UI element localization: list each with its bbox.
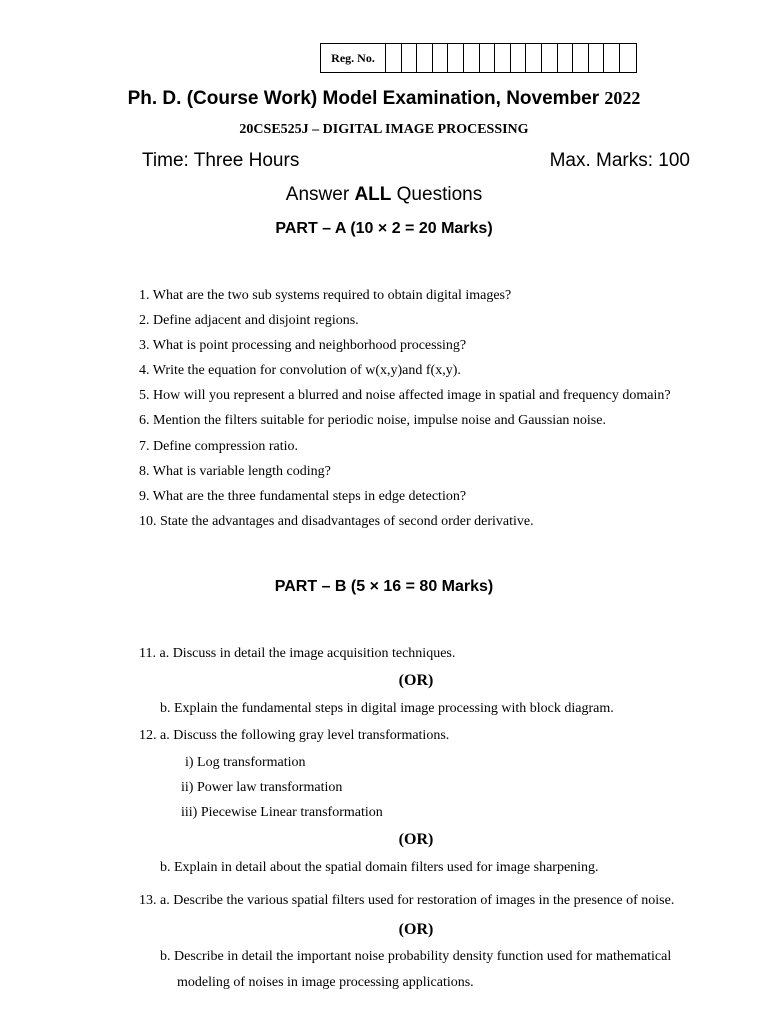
reg-number-cell xyxy=(558,44,574,72)
max-marks-label: Max. Marks: 100 xyxy=(549,150,690,171)
reg-number-box xyxy=(320,43,637,73)
time-label: Time: Three Hours xyxy=(142,150,300,171)
instruction-emphasis: ALL xyxy=(354,184,392,205)
question-12a-item-2: ii) Power law transformation xyxy=(181,780,343,795)
reg-number-label: Reg. No. xyxy=(321,44,386,72)
question-11a: 11. a. Discuss in detail the image acquisition techniques. xyxy=(139,646,456,661)
question-8: 8. What is variable length coding? xyxy=(139,464,331,479)
part-b-title: PART – B (5 × 16 = 80 Marks) xyxy=(274,578,494,595)
reg-number-cell xyxy=(573,44,589,72)
question-5: 5. How will you represent a blurred and noise affected image in spatial and frequency domain? xyxy=(139,388,671,403)
reg-number-cell xyxy=(402,44,418,72)
question-7: 7. Define compression ratio. xyxy=(139,439,299,454)
question-13b-line-2: modeling of noises in image processing applications. xyxy=(177,975,474,990)
course-title: 20CSE525J – DIGITAL IMAGE PROCESSING xyxy=(239,122,529,137)
reg-number-cell xyxy=(511,44,527,72)
or-separator: (OR) xyxy=(398,921,434,938)
question-10: 10. State the advantages and disadvantages of second order derivative. xyxy=(139,514,534,529)
reg-number-cell xyxy=(620,44,636,72)
instruction-suffix: Questions xyxy=(391,184,483,205)
or-separator: (OR) xyxy=(398,831,434,848)
question-13b-line-1: b. Describe in detail the important noise probability density function used for mathematical xyxy=(160,949,672,964)
question-4: 4. Write the equation for convolution of w(x,y)and f(x,y). xyxy=(139,363,461,378)
reg-number-cell xyxy=(589,44,605,72)
reg-number-cell xyxy=(433,44,449,72)
instruction xyxy=(0,184,768,206)
reg-number-cell xyxy=(526,44,542,72)
question-13a: 13. a. Describe the various spatial filters used for restoration of images in the presence of noise. xyxy=(139,893,675,908)
part-a-title: PART – A (10 × 2 = 20 Marks) xyxy=(275,220,493,237)
question-9: 9. What are the three fundamental steps in edge detection? xyxy=(139,489,467,504)
question-12a-item-1: i) Log transformation xyxy=(185,755,306,770)
reg-number-cell xyxy=(464,44,480,72)
instruction-prefix: Answer xyxy=(285,184,355,205)
question-12a: 12. a. Discuss the following gray level transformations. xyxy=(139,728,450,743)
reg-number-cell xyxy=(417,44,433,72)
question-1: 1. What are the two sub systems required to obtain digital images? xyxy=(139,288,512,303)
question-12a-item-3: iii) Piecewise Linear transformation xyxy=(181,805,383,820)
reg-number-cell xyxy=(480,44,496,72)
question-6: 6. Mention the filters suitable for periodic noise, impulse noise and Gaussian noise. xyxy=(139,413,606,428)
reg-number-cell xyxy=(604,44,620,72)
exam-title xyxy=(0,88,768,110)
reg-number-cell xyxy=(448,44,464,72)
or-separator: (OR) xyxy=(398,672,434,689)
reg-number-cell xyxy=(542,44,558,72)
exam-year: 2022 xyxy=(604,88,641,108)
reg-number-cell xyxy=(386,44,402,72)
question-2: 2. Define adjacent and disjoint regions. xyxy=(139,313,359,328)
question-3: 3. What is point processing and neighborhood processing? xyxy=(139,338,467,353)
exam-title-text: Ph. D. (Course Work) Model Examination, November xyxy=(127,88,600,109)
question-11b: b. Explain the fundamental steps in digital image processing with block diagram. xyxy=(160,701,614,716)
reg-number-cell xyxy=(495,44,511,72)
question-12b: b. Explain in detail about the spatial domain filters used for image sharpening. xyxy=(160,860,599,875)
